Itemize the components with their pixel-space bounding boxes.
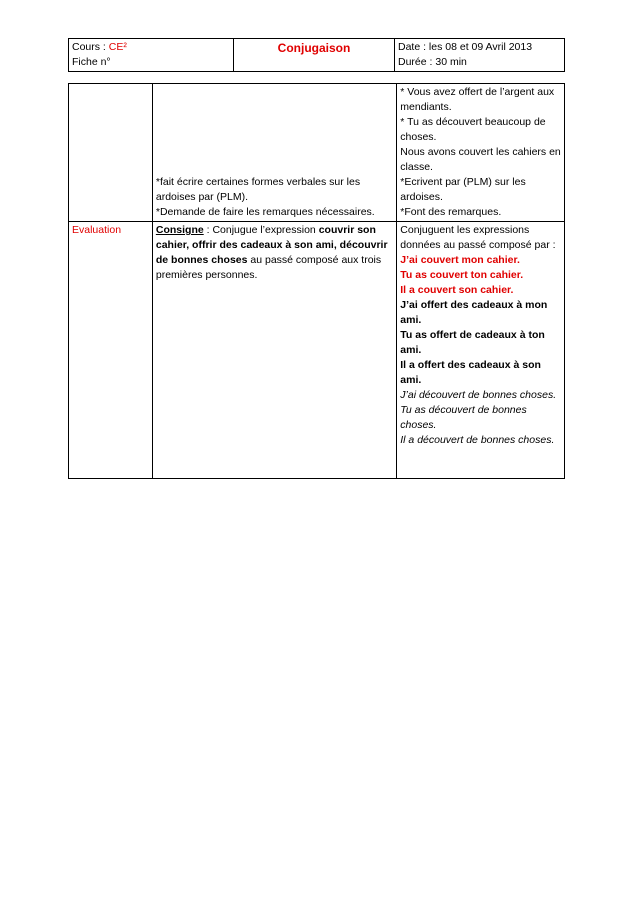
stage-cell: Evaluation (69, 222, 153, 479)
answer-line: Il a découvert de bonnes choses. (400, 434, 555, 446)
table-row (69, 84, 565, 222)
lesson-duration: Durée : 30 min (398, 56, 467, 68)
pupil-activity: *Font des remarques. (400, 206, 502, 218)
instruction-cell (152, 222, 396, 479)
answers-intro: Conjuguent les expressions données au passé composé par : (400, 224, 556, 251)
pupil-activity: * Vous avez offert de l’argent aux mendiants. (400, 86, 555, 113)
teacher-cell (152, 84, 396, 222)
answer-line: Tu as couvert ton cahier. (400, 269, 524, 281)
table-row (69, 222, 565, 479)
stage-cell (69, 84, 153, 222)
instruction-text: : Conjugue l’expression (203, 224, 319, 236)
teacher-activity: *Demande de faire les remarques nécessaires. (155, 206, 375, 218)
date-cell (395, 39, 565, 72)
header-table (68, 38, 565, 72)
pupil-activity: Nous avons couvert les cahiers en classe. (400, 146, 561, 173)
instruction-tail: au passé composé aux trois premières personnes. (155, 254, 382, 281)
course-cell (69, 39, 234, 72)
answer-line: Tu as offert de cadeaux à ton ami. (400, 329, 545, 356)
course-level: CE² (108, 41, 127, 53)
answer-line: Tu as découvert de bonnes choses. (400, 404, 527, 431)
lesson-date: Date : les 08 et 09 Avril 2013 (398, 41, 533, 53)
instruction-expressions: couvrir son cahier, offrir des cadeaux à son ami, découvrir de bonnes choses (155, 224, 388, 266)
instruction-label: Consigne (155, 224, 204, 236)
answers-cell (397, 222, 565, 479)
pupils-cell (397, 84, 565, 222)
answer-line: J’ai offert des cadeaux à mon ami. (400, 299, 548, 326)
answer-line: J’ai découvert de bonnes choses. (400, 389, 557, 401)
teacher-activity: *fait écrire certaines formes verbales sur les ardoises par (PLM). (155, 176, 361, 203)
lesson-title: Conjugaison (234, 39, 395, 72)
lesson-table (68, 83, 565, 479)
sheet-number: Fiche n° (72, 56, 111, 68)
answer-line: Il a offert des cadeaux à son ami. (400, 359, 541, 386)
pupil-activity: * Tu as découvert beaucoup de choses. (400, 116, 546, 143)
answer-line: J’ai couvert mon cahier. (400, 254, 520, 266)
course-label: Cours : (72, 41, 109, 53)
course-line (72, 40, 230, 55)
pupil-activity: *Ecrivent par (PLM) sur les ardoises. (400, 176, 526, 203)
answer-line: Il a couvert son cahier. (400, 284, 514, 296)
